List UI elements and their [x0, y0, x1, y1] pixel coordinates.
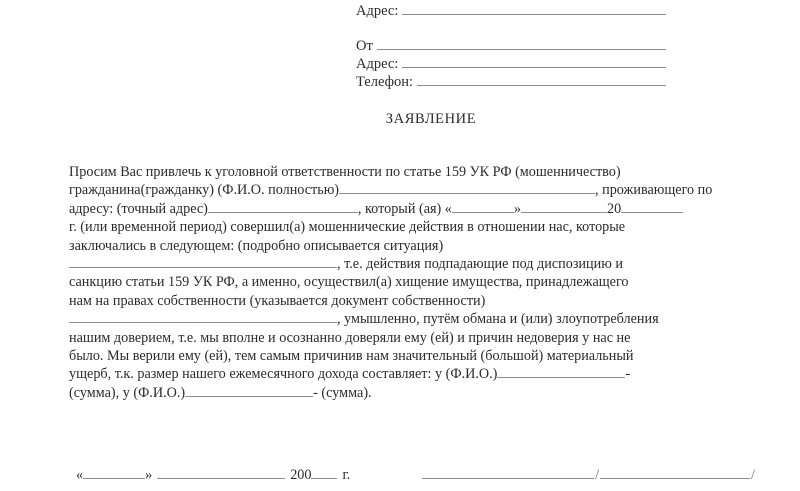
body-line-8-text: нам на правах собственности (указывается документ собственности)	[69, 292, 486, 309]
signature-separator-2: /	[751, 467, 755, 483]
body-line-5-text: заключались в следующем: (подробно описывается ситуация)	[69, 237, 444, 254]
body-line-5	[69, 237, 741, 255]
body-line-13-text-b: - (сумма).	[313, 384, 372, 401]
body-line-13-text-a: (сумма), у (Ф.И.О.)	[69, 384, 186, 401]
situation-description-field[interactable]	[69, 255, 337, 268]
signature-footer	[76, 466, 756, 484]
from-field[interactable]	[377, 37, 666, 50]
header-row-phone	[356, 73, 666, 91]
body-line-3	[69, 200, 741, 218]
body-line-9-text-b: , умышленно, путём обмана и (или) злоупотребления	[337, 311, 659, 328]
phone-label: Телефон:	[356, 74, 414, 90]
body-line-1	[69, 163, 741, 181]
year-prefix-label: 200	[290, 467, 312, 483]
signature-separator-1: /	[595, 467, 600, 483]
signature-month-field[interactable]	[157, 466, 285, 479]
body-line-1-text: Просим Вас привлечь к уголовной ответственности по статье 159 УК РФ (мошенничество)	[69, 164, 621, 180]
event-month-field[interactable]	[521, 200, 607, 213]
body-line-4	[69, 218, 741, 236]
body-line-4-text: г. (или временной период) совершил(а) мошеннические действия в отношении нас, которые	[69, 219, 626, 236]
document-title: ЗАЯВЛЕНИЕ	[385, 111, 477, 127]
body-line-13	[69, 384, 741, 402]
address-field[interactable]	[402, 55, 666, 68]
event-day-field[interactable]	[452, 200, 514, 213]
event-year-field[interactable]	[621, 200, 683, 213]
body-line-7	[69, 273, 741, 291]
signature-mark-field[interactable]	[600, 466, 750, 479]
body-line-12-text-b: -	[625, 366, 631, 383]
addressee-header	[356, 2, 666, 91]
body-line-10-text: нашим доверием, т.е. мы вполне и осознанно доверяли ему (ей) и причин недоверия у нас не	[69, 329, 631, 346]
address-top-field[interactable]	[402, 2, 666, 15]
document-body	[69, 163, 741, 402]
body-line-3-text-c: »	[513, 200, 521, 217]
body-line-11-text: было. Мы верили ему (ей), тем самым причинив нам значительный (большой) материальный	[69, 347, 634, 364]
income-person-1-field[interactable]	[497, 365, 625, 378]
ownership-document-field[interactable]	[69, 310, 337, 323]
header-row-address-top	[356, 2, 666, 20]
body-line-8	[69, 292, 741, 310]
income-person-2-field[interactable]	[185, 384, 313, 397]
date-close-quote: »	[145, 467, 153, 483]
body-line-2-text-b: , проживающего по	[595, 182, 713, 199]
date-open-quote: «	[76, 467, 84, 483]
address-label: Адрес:	[356, 56, 399, 72]
header-row-address	[356, 55, 666, 73]
body-line-11	[69, 347, 741, 365]
body-line-7-text: санкцию статьи 159 УК РФ, а именно, осуществил(а) хищение имущества, принадлежащего	[69, 274, 629, 291]
body-line-12-text-a: ущерб, т.к. размер нашего ежемесячного дохода составляет: у (Ф.И.О.)	[69, 366, 498, 383]
body-line-6-text-b: , т.е. действия подпадающие под диспозицию и	[337, 255, 623, 272]
body-line-12	[69, 365, 741, 383]
signature-name-field[interactable]	[422, 466, 594, 479]
signature-year-field[interactable]	[311, 466, 337, 479]
address-top-label: Адрес:	[356, 3, 399, 19]
body-line-9	[69, 310, 741, 328]
header-row-from	[356, 37, 666, 55]
phone-field[interactable]	[417, 73, 666, 86]
body-line-6	[69, 255, 741, 273]
body-line-3-text-d: 20	[606, 200, 622, 217]
body-line-2	[69, 181, 741, 199]
body-line-3-text-a: адресу: (точный адрес)	[69, 200, 208, 217]
full-name-field[interactable]	[339, 181, 595, 194]
body-line-2-text-a: гражданина(гражданку) (Ф.И.О. полностью)	[69, 182, 340, 199]
body-line-10	[69, 329, 741, 347]
from-label: От	[356, 38, 373, 54]
year-suffix-label: г.	[342, 467, 351, 483]
exact-address-field[interactable]	[208, 200, 358, 213]
signature-day-field[interactable]	[83, 466, 145, 479]
body-line-3-text-b: , который (ая) «	[357, 200, 452, 217]
